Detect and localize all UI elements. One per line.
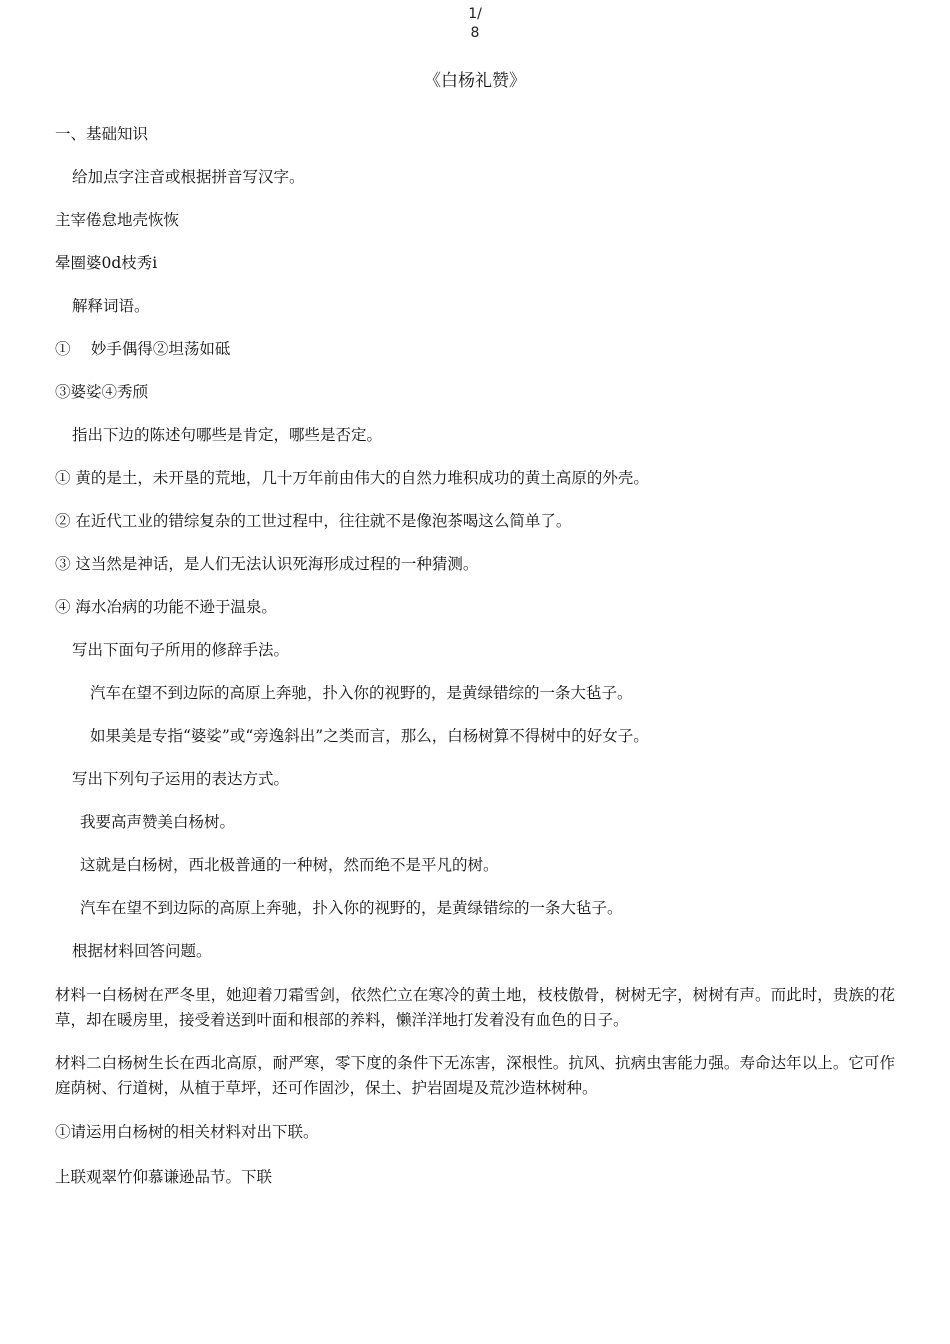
task-heading: 根据材料回答问题。: [72, 942, 212, 960]
page-number: [0, 5, 950, 43]
task-heading: 写出下面句子所用的修辞手法。: [72, 641, 290, 659]
question-item: ①请运用白杨树的相关材料对出下联。: [55, 1123, 319, 1141]
example-sentence: 汽车在望不到边际的高原上奔驰，扑入你的视野的，是黄绿错综的一条大毡子。: [90, 684, 633, 702]
task-heading: 指出下边的陈述句哪些是肯定，哪些是否定。: [72, 426, 383, 444]
page-number-current: 1/: [468, 6, 482, 22]
term-list: ① 妙手偶得②坦荡如砥: [55, 340, 231, 358]
material-paragraph: 材料一白杨树在严冬里，她迎着刀霜雪剑，依然伫立在寒冷的黄土地，枝枝傲骨，树树无字，树树有声。而此时，贵族的花草，却在暖房里，接受着送到叶面和根部的养料，懒洋洋地打发着没有血色的日子。: [55, 986, 895, 1029]
example-sentence: 我要高声赞美白杨树。: [80, 813, 236, 831]
example-sentence: 这就是白杨树，西北极普通的一种树，然而绝不是平凡的树。: [80, 856, 499, 874]
statement-item: ④ 海水冶病的功能不逊于温泉。: [55, 598, 277, 616]
task-heading: 解释词语。: [72, 297, 150, 315]
statement-item: ③ 这当然是神话，是人们无法认识死海形成过程的一种猜测。: [55, 555, 479, 573]
example-sentence: 汽车在望不到边际的高原上奔驰，扑入你的视野的，是黄绿错综的一条大毡子。: [80, 899, 623, 917]
couplet-line: 上联观翠竹仰慕谦逊品节。下联: [55, 1168, 273, 1186]
word-list: 晕圈婆0d枝秀i: [55, 254, 158, 272]
document-title: 《白杨礼赞》: [424, 71, 526, 91]
example-sentence: 如果美是专指“婆娑”或“旁逸斜出”之类而言，那么，白杨树算不得树中的好女子。: [90, 727, 649, 745]
statement-item: ② 在近代工业的错综复杂的工世过程中，往往就不是像泡茶喝这么简单了。: [55, 512, 572, 530]
word-list: 主宰倦怠地壳恢恢: [55, 211, 180, 229]
task-heading: 给加点字注音或根据拼音写汉字。: [72, 168, 305, 186]
term-list: ③婆娑④秀颀: [55, 383, 149, 401]
page-number-total: 8: [470, 25, 480, 41]
statement-item: ① 黄的是土，未开垦的荒地，几十万年前由伟大的自然力堆积成功的黄土高原的外壳。: [55, 469, 649, 487]
material-paragraph: 材料二白杨树生长在西北高原，耐严寒，零下度的条件下无冻害，深根性。抗风、抗病虫害能力强。寿命达年以上。它可作庭荫树、行道树，从植于草坪，还可作固沙，保土、护岩固堤及荒沙造林树种。: [55, 1054, 895, 1097]
task-heading: 写出下列句子运用的表达方式。: [72, 770, 290, 788]
section-heading: 一、基础知识: [55, 125, 149, 143]
